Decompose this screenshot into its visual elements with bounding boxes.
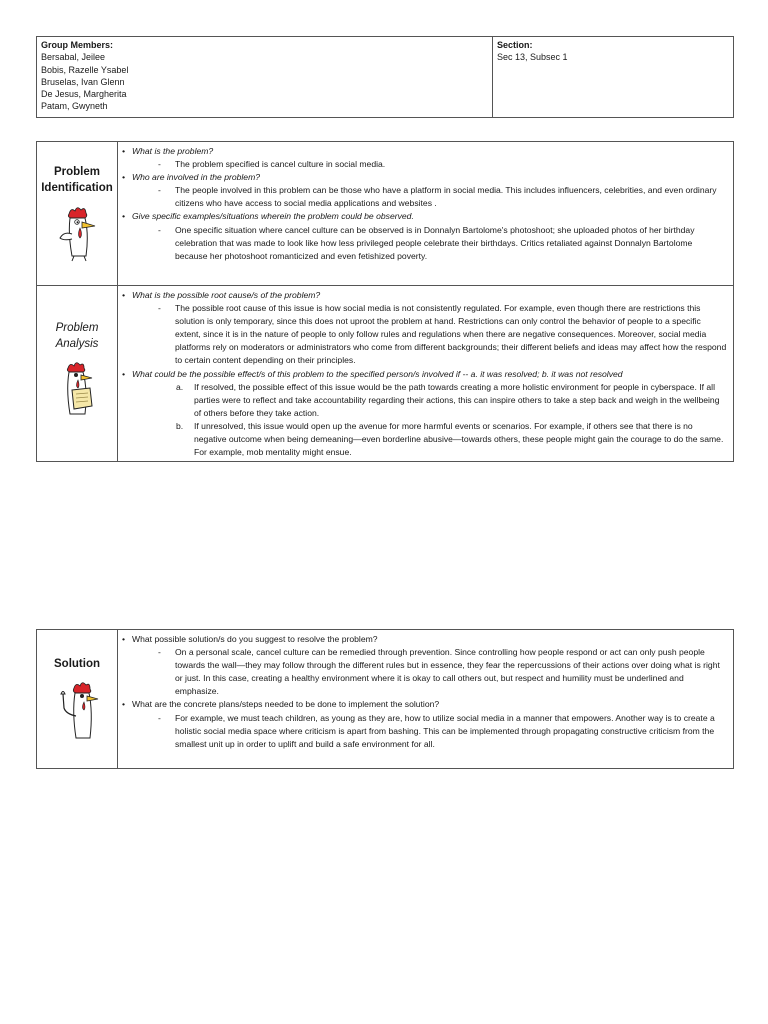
solution-label: Solution <box>54 658 100 670</box>
analysis-label-cell <box>37 286 118 462</box>
answer-item: - On a personal scale, cancel culture can be remedied through prevention. Since controlling how people respond or act can only push people towards the wall—they may follow through the different rules but in essence, they fear the repercussions of their actions over doing what is right or just. In this case, creating a healthy environment where it is okay to call others out, but respect and humility must be underlined and emphasize. <box>158 647 720 697</box>
identification-label-cell <box>37 142 118 286</box>
chicken-thinking-icon <box>52 204 102 262</box>
answer-item: a. If resolved, the possible effect of this issue would be the path towards creating a more holistic environment for people in cyberspace. If all parties were to reflect and take accountability regarding their actions, this can inspire others to take a step back and weigh in the wellbeing of others before they take action. <box>176 381 720 418</box>
member-name: Patam, Gwyneth <box>41 101 108 112</box>
solution-label-cell <box>37 630 118 769</box>
question-item: • Who are involved in the problem? <box>122 171 727 184</box>
answer-item: - The possible root cause of this issue is how social media is not consistently regulated. For example, even though there are restrictions this solution is only temporary, since this does not uproot the problem at hand. Restrictions can only control the behavior of people to a specific extent, since it is in the nature of people to only follow rules and regulations when there are negative consequences. Moreover, social media platforms rely on moderators or administrators who come from different backgrounds; their different beliefs and ideas may affect how the respond to certain content depending on their principles. <box>158 303 727 366</box>
group-members-title: Group Members: <box>41 40 114 50</box>
header-table <box>36 36 734 118</box>
question-item: • What is the problem? <box>122 145 727 158</box>
question-item: • What could be the possible effect/s of this problem to the specified person/s involved if -- a. it was resolved; b. it was not resolved <box>122 368 727 381</box>
analysis-content <box>118 286 734 462</box>
group-members-cell <box>37 37 493 118</box>
identification-content <box>118 142 734 286</box>
answer-item: - The people involved in this problem can be those who have a platform in social media. This includes influencers, celebrities, and even ordinary citizens who have access to social media applications and websites . <box>158 185 717 209</box>
question-item: • What possible solution/s do you suggest to resolve the problem? <box>122 633 727 646</box>
problem-table <box>36 141 734 462</box>
member-name: Bruselas, Ivan Glenn <box>41 76 125 87</box>
answer-item: - One specific situation where cancel culture can be observed is in Donnalyn Bartolome's photoshoot; she uploaded photos of her birthday celebration that was made to look like how less privileged people celebrate their birthdays. Critics retaliated against Donnalyn Bartolome because her photoshoot romanticized and even fetishized poverty. <box>158 224 695 261</box>
section-value: Sec 13, Subsec 1 <box>497 52 568 63</box>
chicken-reading-icon <box>52 360 102 418</box>
answer-item: - The problem specified is cancel culture in social media. <box>158 159 386 170</box>
solution-content <box>118 630 734 769</box>
member-name: De Jesus, Margherita <box>41 89 127 100</box>
chicken-idea-icon <box>52 680 102 742</box>
answer-item: - For example, we must teach children, as young as they are, how to utilize social media in a manner that empowers. Another way is to create a holistic social media space where criticism is apart from bashing. This can be implemented through propagating constructive criticism from the smallest unit up in order to uplift and build a safe environment for all. <box>158 712 715 749</box>
member-name: Bersabal, Jeilee <box>41 52 106 63</box>
solution-table <box>36 629 734 769</box>
question-item: • Give specific examples/situations wherein the problem could be observed. <box>122 210 727 223</box>
section-cell <box>493 37 734 118</box>
section-title: Section: <box>497 40 533 50</box>
answer-item: b. If unresolved, this issue would open up the avenue for more harmful events or scenarios. For example, if others see that there is no negative outcome when being demeaning—even borderline abusive—towards others, these people might gain the courage to do the same. For example, mob mentality might ensue. <box>176 420 724 458</box>
question-item: • What is the possible root cause/s of the problem? <box>122 289 727 302</box>
identification-label: Problem Identification <box>41 166 113 194</box>
question-item: • What are the concrete plans/steps needed to be done to implement the solution? <box>122 698 727 711</box>
analysis-label: Problem Analysis <box>55 322 99 350</box>
member-name: Bobis, Razelle Ysabel <box>41 64 129 75</box>
